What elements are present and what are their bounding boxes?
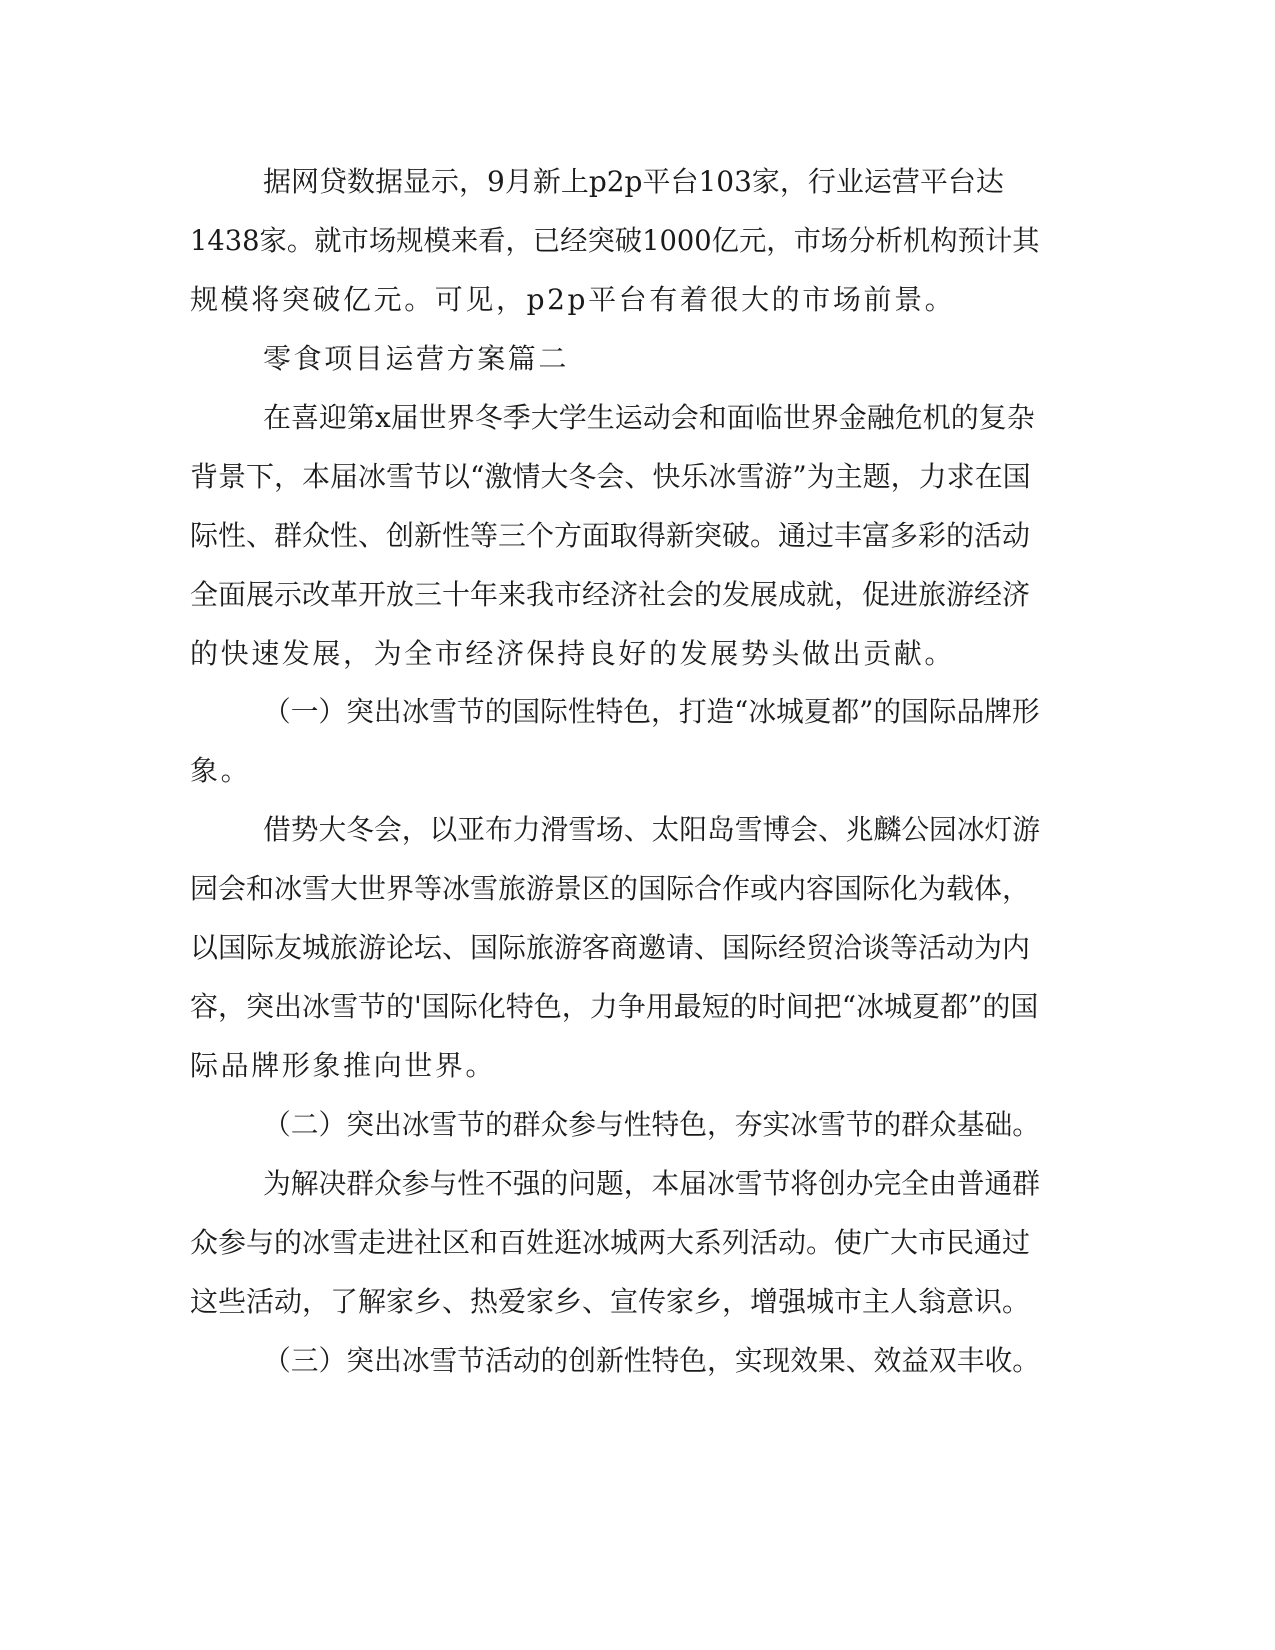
paragraph-line: 据网贷数据显示，9月新上p2p平台103家，行业运营平台达 bbox=[263, 165, 1004, 198]
paragraph-line: 在喜迎第x届世界冬季大学生运动会和面临世界金融危机的复杂 bbox=[263, 401, 1035, 434]
paragraph-line: 全面展示改革开放三十年来我市经济社会的发展成就，促进旅游经济 bbox=[190, 578, 1031, 611]
paragraph-line: 的快速发展，为全市经济保持良好的发展势头做出贡献。 bbox=[190, 637, 956, 670]
subheading-line: （三）突出冰雪节活动的创新性特色，实现效果、效益双丰收。 bbox=[263, 1344, 1041, 1377]
paragraph-line: 规模将突破亿元。可见，p2p平台有着很大的市场前景。 bbox=[190, 283, 956, 316]
subheading-line: （一）突出冰雪节的国际性特色，打造“冰城夏都”的国际品牌形 bbox=[263, 695, 1040, 728]
paragraph-line: 际品牌形象推向世界。 bbox=[190, 1049, 497, 1082]
subheading-line: 象。 bbox=[190, 754, 252, 787]
paragraph-line: 园会和冰雪大世界等冰雪旅游景区的国际合作或内容国际化为载体， bbox=[190, 872, 1031, 905]
subheading-line: （二）突出冰雪节的群众参与性特色，夯实冰雪节的群众基础。 bbox=[263, 1108, 1041, 1141]
paragraph-line: 以国际友城旅游论坛、国际旅游客商邀请、国际经贸洽谈等活动为内 bbox=[190, 931, 1031, 964]
paragraph-line: 容，突出冰雪节的'国际化特色，力争用最短的时间把“冰城夏都”的国 bbox=[190, 990, 1039, 1023]
paragraph-line: 这些活动，了解家乡、热爱家乡、宣传家乡，增强城市主人翁意识。 bbox=[190, 1285, 1031, 1318]
paragraph-line: 借势大冬会，以亚布力滑雪场、太阳岛雪博会、兆麟公园冰灯游 bbox=[263, 813, 1041, 846]
section-heading: 零食项目运营方案篇二 bbox=[263, 342, 570, 375]
paragraph-line: 背景下，本届冰雪节以“激情大冬会、快乐冰雪游”为主题，力求在国 bbox=[190, 460, 1031, 493]
paragraph-line: 际性、群众性、创新性等三个方面取得新突破。通过丰富多彩的活动 bbox=[190, 519, 1031, 552]
paragraph-line: 为解决群众参与性不强的问题，本届冰雪节将创办完全由普通群 bbox=[263, 1167, 1041, 1200]
paragraph-line: 众参与的冰雪走进社区和百姓逛冰城两大系列活动。使广大市民通过 bbox=[190, 1226, 1031, 1259]
paragraph-line: 1438家。就市场规模来看，已经突破1000亿元，市场分析机构预计其 bbox=[190, 224, 1040, 257]
